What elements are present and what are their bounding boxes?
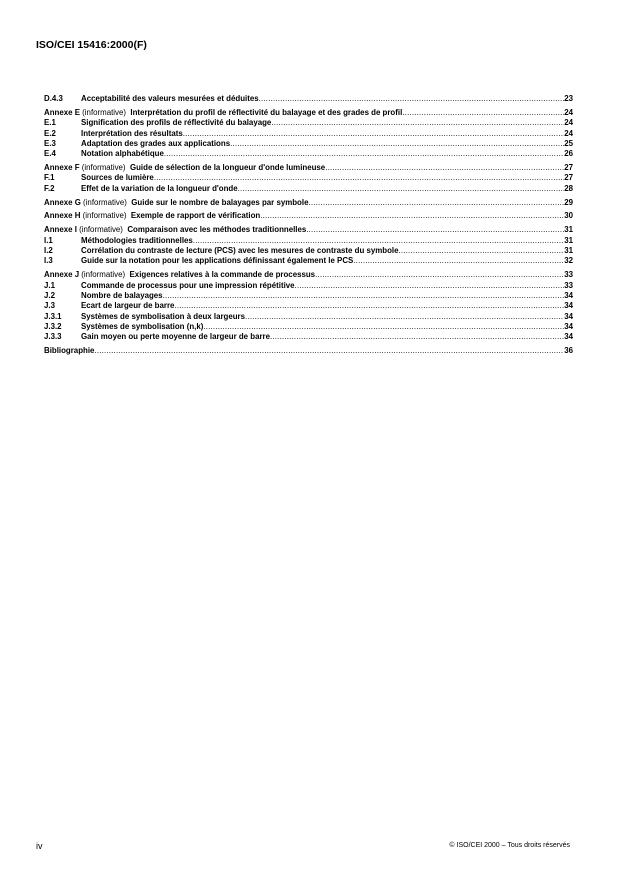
- toc-entry[interactable]: [44, 173, 573, 183]
- toc-annex-type: (informative): [83, 197, 127, 207]
- toc-annex-entry[interactable]: [44, 225, 573, 235]
- toc-entry-title: Systèmes de symbolisation à deux largeurs: [81, 311, 246, 321]
- document-header-id: ISO/CEI 15416:2000(F): [36, 39, 147, 51]
- toc-page-number: 23: [564, 94, 573, 103]
- toc-page-number: 34: [564, 321, 573, 331]
- toc-entry-number: D.4.3: [44, 94, 63, 103]
- toc-entry[interactable]: [44, 256, 573, 266]
- toc-page-number: 24: [564, 118, 573, 128]
- toc-dot-leader: [203, 322, 564, 332]
- toc-dot-leader: [174, 301, 564, 311]
- toc-entry-number: J.3.3: [44, 332, 62, 342]
- toc-dot-leader: [270, 332, 564, 342]
- toc-entry-number: E.2: [44, 128, 56, 138]
- toc-entry-number: F.1: [44, 173, 55, 183]
- toc-page-number: 24: [564, 128, 573, 138]
- toc-entry[interactable]: [44, 139, 573, 149]
- toc-entry-title: Nombre de balayages: [81, 290, 163, 300]
- toc-entry-number: E.4: [44, 149, 56, 159]
- toc-annex-type: (informative): [79, 225, 123, 235]
- toc-entry-title: Sources de lumière: [81, 173, 154, 183]
- toc-dot-leader: [259, 94, 565, 104]
- toc-entry-number: J.1: [44, 280, 55, 290]
- copyright-notice: © ISO/CEI 2000 – Tous droits réservés: [449, 842, 570, 849]
- toc-entry-title: Commande de processus pour une impression répétitive: [81, 280, 295, 290]
- table-of-contents: [44, 94, 573, 356]
- toc-page-number: 26: [564, 149, 573, 159]
- toc-entry-number: J.3: [44, 301, 55, 311]
- toc-entry[interactable]: [44, 346, 573, 356]
- toc-annex-label: Annexe H: [44, 211, 81, 221]
- toc-page-number: 25: [564, 138, 573, 148]
- toc-annex-label: Annexe G: [44, 197, 81, 207]
- toc-entry-title: Signification des profils de réflectivité du balayage: [81, 118, 272, 128]
- toc-page-number: 33: [564, 270, 573, 280]
- toc-dot-leader: [315, 270, 564, 280]
- toc-entry[interactable]: [44, 149, 573, 159]
- toc-entry-title: Bibliographie: [44, 346, 95, 356]
- toc-annex-label: Annexe I: [44, 225, 77, 235]
- toc-dot-leader: [163, 291, 565, 301]
- toc-entry-title: Interprétation du profil de réflectivité du balayage et des grades de profil: [130, 107, 403, 117]
- toc-entry-number: J.3.1: [44, 311, 62, 321]
- toc-annex-entry[interactable]: [44, 270, 573, 280]
- toc-entry-title: Guide de sélection de la longueur d'onde lumineuse: [129, 163, 326, 173]
- toc-annex-type: (informative): [81, 270, 126, 280]
- toc-dot-leader: [295, 281, 565, 291]
- toc-entry[interactable]: [44, 94, 573, 104]
- toc-page-number: 30: [564, 211, 573, 221]
- toc-page-number: 36: [564, 346, 573, 356]
- toc-dot-leader: [238, 184, 565, 194]
- toc-annex-entry[interactable]: [44, 198, 573, 208]
- toc-dot-leader: [306, 225, 564, 235]
- toc-entry-title: Exemple de rapport de vérification: [130, 211, 261, 221]
- toc-entry-number: F.2: [44, 183, 55, 193]
- toc-entry[interactable]: [44, 236, 573, 246]
- toc-entry-title: Méthodologies traditionnelles: [81, 235, 193, 245]
- toc-dot-leader: [193, 236, 564, 246]
- toc-annex-type: (informative): [82, 211, 127, 221]
- toc-dot-leader: [271, 118, 564, 128]
- toc-entry-number: I.3: [44, 256, 53, 266]
- toc-page-number: 28: [564, 183, 573, 193]
- toc-page-number: 27: [564, 163, 573, 173]
- toc-dot-leader: [402, 108, 564, 118]
- toc-entry-title: Guide sur le nombre de balayages par symbole: [131, 197, 309, 207]
- toc-entry-title: Effet de la variation de la longueur d'onde: [81, 183, 238, 193]
- toc-page-number: 31: [564, 225, 573, 235]
- toc-entry[interactable]: [44, 301, 573, 311]
- toc-entry[interactable]: [44, 291, 573, 301]
- toc-entry-title: Corrélation du contraste de lecture (PCS) avec les mesures de contraste du symbole: [81, 245, 399, 255]
- toc-annex-entry[interactable]: [44, 163, 573, 173]
- toc-dot-leader: [308, 198, 564, 208]
- toc-entry-title: Acceptabilité des valeurs mesurées et déduites: [81, 94, 259, 103]
- toc-page-number: 29: [564, 197, 573, 207]
- toc-entry-number: I.1: [44, 235, 53, 245]
- toc-dot-leader: [164, 149, 564, 159]
- toc-entry-number: I.2: [44, 245, 53, 255]
- toc-page-number: 34: [564, 332, 573, 342]
- toc-entry[interactable]: [44, 281, 573, 291]
- toc-entry-title: Notation alphabétique: [81, 149, 164, 159]
- toc-entry[interactable]: [44, 322, 573, 332]
- toc-page-number: 24: [564, 107, 573, 117]
- toc-dot-leader: [260, 211, 564, 221]
- toc-page-number: 31: [564, 235, 573, 245]
- toc-entry-title: Systèmes de symbolisation (n,k): [81, 321, 204, 331]
- toc-entry-title: Adaptation des grades aux applications: [81, 138, 231, 148]
- toc-entry[interactable]: [44, 312, 573, 322]
- toc-entry-number: E.3: [44, 138, 56, 148]
- toc-dot-leader: [230, 139, 564, 149]
- toc-dot-leader: [398, 246, 564, 256]
- toc-entry-number: J.3.2: [44, 321, 62, 331]
- toc-entry-title: Gain moyen ou perte moyenne de largeur de barre: [81, 332, 270, 342]
- toc-entry[interactable]: [44, 332, 573, 342]
- toc-page-number: 33: [564, 280, 573, 290]
- toc-page-number: 34: [564, 290, 573, 300]
- toc-annex-type: (informative): [82, 107, 127, 117]
- toc-annex-label: Annexe J: [44, 270, 80, 280]
- page-number: iv: [36, 841, 43, 851]
- toc-entry-title: Interprétation des résultats: [81, 128, 183, 138]
- toc-entry-title: Comparaison avec les méthodes traditionnelles: [127, 225, 307, 235]
- toc-page-number: 31: [564, 245, 573, 255]
- toc-annex-label: Annexe E: [44, 107, 80, 117]
- toc-page-number: 27: [564, 173, 573, 183]
- toc-dot-leader: [94, 346, 564, 356]
- toc-annex-entry[interactable]: [44, 211, 573, 221]
- toc-page-number: 34: [564, 301, 573, 311]
- toc-entry[interactable]: [44, 118, 573, 128]
- toc-entry-title: Exigences relatives à la commande de processus: [129, 270, 316, 280]
- toc-dot-leader: [183, 129, 564, 139]
- toc-entry-number: J.2: [44, 290, 55, 300]
- toc-entry[interactable]: [44, 129, 573, 139]
- toc-entry-number: E.1: [44, 118, 56, 128]
- toc-dot-leader: [353, 256, 564, 266]
- toc-dot-leader: [245, 312, 564, 322]
- toc-page-number: 34: [564, 311, 573, 321]
- toc-dot-leader: [154, 173, 564, 183]
- toc-entry-title: Ecart de largeur de barre: [81, 301, 175, 311]
- toc-annex-type: (informative): [81, 163, 126, 173]
- toc-entry-title: Guide sur la notation pour les applications définissant également le PCS: [81, 256, 354, 266]
- toc-annex-label: Annexe F: [44, 163, 80, 173]
- toc-page-number: 32: [564, 256, 573, 266]
- toc-entry[interactable]: [44, 184, 573, 194]
- toc-dot-leader: [325, 163, 564, 173]
- toc-entry[interactable]: [44, 246, 573, 256]
- toc-annex-entry[interactable]: [44, 108, 573, 118]
